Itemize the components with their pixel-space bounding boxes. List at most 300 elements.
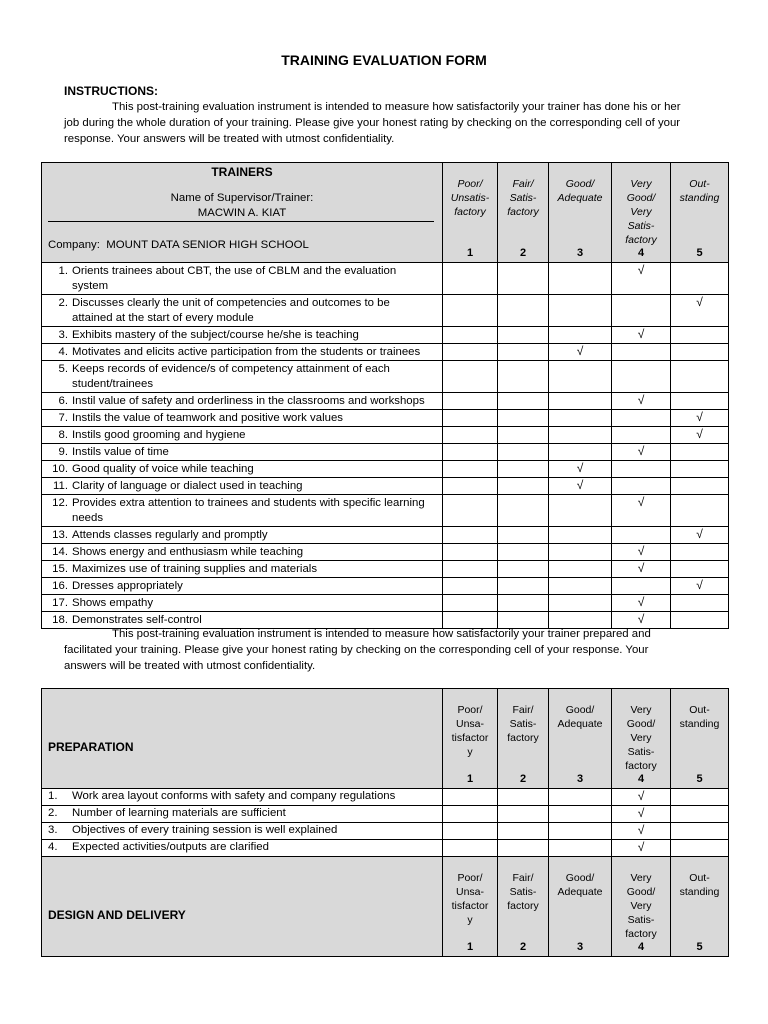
rating-header-3 <box>549 857 612 957</box>
criterion-number: 4. <box>58 346 68 358</box>
rating-header-line: factory <box>507 900 539 912</box>
rating-cell-5[interactable] <box>671 806 729 823</box>
rating-cell-4[interactable] <box>612 263 671 295</box>
rating-header-2 <box>498 857 549 957</box>
criterion-text <box>72 362 442 392</box>
criterion <box>42 461 442 477</box>
rating-header-line: Out- <box>689 704 710 716</box>
rating-cell-4[interactable] <box>612 393 671 410</box>
rating-cell-3[interactable] <box>549 578 612 595</box>
criterion-cell <box>42 578 443 595</box>
criterion-number: 18. <box>52 614 68 626</box>
rating-cell-1[interactable] <box>443 478 498 495</box>
rating-header-label <box>549 689 611 731</box>
criterion-number: 1. <box>48 790 58 802</box>
rating-header-line: Very <box>630 178 652 190</box>
rating-cell-4[interactable] <box>612 527 671 544</box>
rating-cell-4[interactable] <box>612 578 671 595</box>
rating-header-2 <box>498 689 549 789</box>
rating-cell-5[interactable] <box>671 595 729 612</box>
trainers-header-cell <box>42 163 443 263</box>
check-mark-icon: √ <box>637 806 645 820</box>
trainers-header-row <box>42 163 729 263</box>
instructions-label: INSTRUCTIONS: <box>64 84 158 98</box>
rating-header-line: factory <box>454 206 486 218</box>
rating-cell-1[interactable] <box>443 295 498 327</box>
criterion-cell <box>42 806 443 823</box>
paragraph-line: This post-training evaluation instrument is intended to measure how satisfactorily your trainer prepared and <box>112 628 651 640</box>
criterion-cell <box>42 561 443 578</box>
rating-number: 4 <box>637 941 645 953</box>
criterion-text: Objectives of every training session is well explained <box>72 824 338 836</box>
rating-header-line: Very <box>630 206 652 218</box>
rating-cell-1[interactable] <box>443 427 498 444</box>
criterion <box>42 427 442 443</box>
preparation-row <box>42 789 729 806</box>
check-mark-icon: √ <box>637 263 645 277</box>
rating-cell-4[interactable] <box>612 789 671 806</box>
evaluation-row <box>42 561 729 578</box>
criterion-cell <box>42 344 443 361</box>
rating-number: 5 <box>696 941 703 953</box>
rating-header-line: factory <box>625 234 657 246</box>
criterion-text <box>72 562 442 577</box>
rating-header-line: Good/ <box>565 872 595 884</box>
rating-cell-1[interactable] <box>443 461 498 478</box>
rating-header-4 <box>612 857 671 957</box>
criterion-cell <box>42 361 443 393</box>
preparation-row <box>42 823 729 840</box>
rating-cell-3[interactable] <box>549 393 612 410</box>
rating-cell-1[interactable] <box>443 263 498 295</box>
rating-header-line: Adequate <box>557 886 603 898</box>
rating-header-line: Fair/ <box>512 178 534 190</box>
rating-header-line: Good/ <box>565 178 595 190</box>
rating-header-5 <box>671 857 729 957</box>
rating-cell-1[interactable] <box>443 495 498 527</box>
rating-cell-5[interactable] <box>671 410 729 427</box>
rating-cell-4[interactable] <box>612 344 671 361</box>
rating-cell-1[interactable] <box>443 327 498 344</box>
rating-cell-1[interactable] <box>443 789 498 806</box>
check-mark-icon: √ <box>637 444 645 458</box>
rating-cell-2[interactable] <box>498 823 549 840</box>
criterion <box>42 595 442 611</box>
criterion-number: 14. <box>52 546 68 558</box>
check-mark-icon: √ <box>637 327 645 341</box>
paragraph-line: response. Your answers will be treated with utmost confidentiality. <box>64 133 395 145</box>
rating-cell-1[interactable] <box>443 840 498 857</box>
criterion-cell <box>42 840 443 857</box>
rating-header-1 <box>443 163 498 263</box>
criterion-cell <box>42 789 443 806</box>
rating-cell-2[interactable] <box>498 840 549 857</box>
rating-cell-5[interactable] <box>671 578 729 595</box>
rating-cell-3[interactable] <box>549 461 612 478</box>
rating-cell-4[interactable] <box>612 544 671 561</box>
rating-header-line: Poor/ <box>457 178 483 190</box>
check-mark-icon: √ <box>696 578 703 592</box>
rating-header-line: Satis- <box>509 192 537 204</box>
paragraph-line: job during the whole duration of your training. Please give your honest rating by checking on the corresponding cell of your <box>64 117 681 129</box>
rating-header-line: standing <box>679 886 720 898</box>
rating-cell-4[interactable] <box>612 561 671 578</box>
evaluation-row <box>42 295 729 327</box>
rating-cell-2[interactable] <box>498 561 549 578</box>
rating-cell-3[interactable] <box>549 427 612 444</box>
rating-cell-2[interactable] <box>498 527 549 544</box>
rating-header-1 <box>443 689 498 789</box>
criterion-cell <box>42 410 443 427</box>
rating-cell-2[interactable] <box>498 595 549 612</box>
criterion <box>42 527 442 543</box>
criterion-text <box>72 596 442 611</box>
criterion-number: 2. <box>58 297 68 309</box>
rating-number: 3 <box>576 247 584 259</box>
rating-cell-3[interactable] <box>549 495 612 527</box>
criterion <box>42 495 442 526</box>
rating-cell-5[interactable] <box>671 840 729 857</box>
rating-header-3 <box>549 163 612 263</box>
rating-header-line: Satis- <box>627 914 655 926</box>
rating-header-line: Out- <box>689 178 710 190</box>
criterion-line: Dresses appropriately <box>72 580 183 592</box>
criterion-text <box>72 394 442 409</box>
rating-header-line: Fair/ <box>512 704 534 716</box>
check-mark-icon: √ <box>576 461 584 475</box>
criterion <box>42 344 442 360</box>
criterion-text <box>72 345 442 360</box>
rating-number: 3 <box>576 773 584 785</box>
criterion-line: Attends classes regularly and promptly <box>72 529 268 541</box>
rating-cell-1[interactable] <box>443 393 498 410</box>
check-mark-icon: √ <box>637 393 645 407</box>
criterion-line: student/trainees <box>72 378 154 390</box>
rating-cell-5[interactable] <box>671 393 729 410</box>
rating-cell-2[interactable] <box>498 444 549 461</box>
criterion-cell <box>42 444 443 461</box>
check-mark-icon: √ <box>696 410 703 424</box>
rating-number: 1 <box>466 773 474 785</box>
criterion-text: Number of learning materials are sufficient <box>72 807 286 819</box>
criterion-cell <box>42 495 443 527</box>
criterion-text <box>72 496 442 526</box>
check-mark-icon: √ <box>696 295 703 309</box>
criterion-line: Maximizes use of training supplies and materials <box>72 563 318 575</box>
rating-cell-2[interactable] <box>498 427 549 444</box>
evaluation-row <box>42 578 729 595</box>
rating-header-label <box>498 689 548 745</box>
rating-cell-1[interactable] <box>443 527 498 544</box>
rating-cell-3[interactable] <box>549 840 612 857</box>
criterion <box>42 806 442 821</box>
rating-cell-2[interactable] <box>498 295 549 327</box>
rating-cell-5[interactable] <box>671 327 729 344</box>
rating-cell-3[interactable] <box>549 527 612 544</box>
criterion-number: 4. <box>48 841 58 853</box>
rating-cell-3[interactable] <box>549 327 612 344</box>
criterion-text <box>72 545 442 560</box>
criterion-number: 2. <box>48 807 58 819</box>
rating-cell-2[interactable] <box>498 461 549 478</box>
evaluation-row <box>42 263 729 295</box>
company-name: MOUNT DATA SENIOR HIGH SCHOOL <box>106 239 309 251</box>
rating-header-4 <box>612 163 671 263</box>
evaluation-row <box>42 393 729 410</box>
rating-cell-4[interactable] <box>612 295 671 327</box>
rating-header-line: Poor/ <box>457 872 483 884</box>
rating-cell-2[interactable] <box>498 410 549 427</box>
criterion-cell <box>42 327 443 344</box>
criterion <box>42 327 442 343</box>
rating-header-line: y <box>467 746 473 758</box>
criterion-text <box>72 528 442 543</box>
company-line <box>48 239 309 251</box>
rating-header-line: Out- <box>689 872 710 884</box>
paragraph-line: facilitated your training. Please give your honest rating by checking on the corresponding cell of your response. Your <box>64 644 649 656</box>
rating-number: 5 <box>696 773 703 785</box>
rating-header-line: Unsa- <box>455 718 484 730</box>
rating-cell-4[interactable] <box>612 444 671 461</box>
rating-header-line: factory <box>507 206 539 218</box>
rating-header-line: Satis- <box>509 886 537 898</box>
criterion <box>42 561 442 577</box>
rating-number: 1 <box>466 941 474 953</box>
criterion-text <box>72 428 442 443</box>
criterion-number: 13. <box>52 529 68 541</box>
rating-cell-3[interactable] <box>549 561 612 578</box>
rating-number: 4 <box>637 247 645 259</box>
rating-cell-1[interactable] <box>443 561 498 578</box>
rating-cell-4[interactable] <box>612 495 671 527</box>
criterion-line: Keeps records of evidence/s of competency attainment of each <box>72 363 390 375</box>
preparation-header-row <box>42 689 729 789</box>
criterion <box>42 578 442 594</box>
rating-header-label <box>498 857 548 913</box>
rating-cell-4[interactable] <box>612 806 671 823</box>
criterion-number: 10. <box>52 463 68 475</box>
form-title: TRAINING EVALUATION FORM <box>281 52 487 68</box>
rating-cell-3[interactable] <box>549 295 612 327</box>
rating-cell-2[interactable] <box>498 478 549 495</box>
rating-cell-2[interactable] <box>498 544 549 561</box>
rating-cell-5[interactable] <box>671 461 729 478</box>
rating-header-line: Good/ <box>626 718 656 730</box>
rating-cell-5[interactable] <box>671 263 729 295</box>
design-title: DESIGN AND DELIVERY <box>42 857 443 957</box>
rating-cell-2[interactable] <box>498 495 549 527</box>
rating-cell-2[interactable] <box>498 393 549 410</box>
preparation-design-table <box>41 688 729 957</box>
criterion-number: 3. <box>48 824 58 836</box>
rating-cell-4[interactable] <box>612 461 671 478</box>
criterion-line: Orients trainees about CBT, the use of CBLM and the evaluation <box>72 265 397 277</box>
criterion-text <box>72 411 442 426</box>
rating-cell-1[interactable] <box>443 544 498 561</box>
rating-cell-1[interactable] <box>443 806 498 823</box>
rating-cell-3[interactable] <box>549 344 612 361</box>
rating-header-line: Good/ <box>626 886 656 898</box>
rating-number: 2 <box>519 247 527 259</box>
rating-header-label <box>443 163 497 219</box>
rating-cell-4[interactable] <box>612 840 671 857</box>
evaluation-row <box>42 361 729 393</box>
rating-header-4 <box>612 689 671 789</box>
rating-cell-5[interactable] <box>671 427 729 444</box>
rating-cell-2[interactable] <box>498 806 549 823</box>
rating-cell-1[interactable] <box>443 444 498 461</box>
criterion-text <box>72 296 442 326</box>
criterion-line: system <box>72 280 109 292</box>
rating-cell-5[interactable] <box>671 544 729 561</box>
rating-cell-1[interactable] <box>443 578 498 595</box>
rating-header-line: Adequate <box>557 718 603 730</box>
rating-cell-5[interactable] <box>671 478 729 495</box>
rating-header-label <box>612 163 670 247</box>
criterion-line: Exhibits mastery of the subject/course he/she is teaching <box>72 329 359 341</box>
rating-cell-1[interactable] <box>443 344 498 361</box>
criterion <box>42 263 442 294</box>
criterion <box>42 393 442 409</box>
criterion-number: 12. <box>52 497 68 509</box>
rating-cell-4[interactable] <box>612 595 671 612</box>
rating-cell-3[interactable] <box>549 789 612 806</box>
rating-cell-2[interactable] <box>498 344 549 361</box>
criterion-line: attained at the start of every module <box>72 312 254 324</box>
criterion <box>42 823 442 838</box>
rating-header-label <box>612 857 670 941</box>
criterion-number: 1. <box>58 265 68 277</box>
rating-number: 2 <box>519 941 527 953</box>
rating-header-line: Adequate <box>557 192 603 204</box>
criterion-text <box>72 445 442 460</box>
rating-cell-5[interactable] <box>671 789 729 806</box>
criterion-line: Shows empathy <box>72 597 154 609</box>
rating-header-5 <box>671 163 729 263</box>
rating-cell-4[interactable] <box>612 327 671 344</box>
rating-number: 2 <box>519 773 527 785</box>
rating-header-1 <box>443 857 498 957</box>
check-mark-icon: √ <box>637 561 645 575</box>
divider-line <box>48 221 434 222</box>
rating-header-line: Good/ <box>626 192 656 204</box>
rating-cell-5[interactable] <box>671 361 729 393</box>
rating-cell-3[interactable] <box>549 410 612 427</box>
criterion-number: 6. <box>58 395 68 407</box>
criterion-cell <box>42 263 443 295</box>
design-header-row <box>42 857 729 957</box>
check-mark-icon: √ <box>696 427 703 441</box>
rating-cell-5[interactable] <box>671 823 729 840</box>
rating-cell-2[interactable] <box>498 361 549 393</box>
rating-number: 5 <box>696 247 703 259</box>
rating-cell-4[interactable] <box>612 427 671 444</box>
rating-cell-2[interactable] <box>498 263 549 295</box>
rating-header-line: standing <box>679 718 720 730</box>
rating-cell-5[interactable] <box>671 527 729 544</box>
criterion-line: Demonstrates self-control <box>72 614 202 626</box>
rating-header-line: tisfactor <box>451 900 489 912</box>
rating-cell-2[interactable] <box>498 789 549 806</box>
evaluation-row <box>42 595 729 612</box>
rating-header-line: Very <box>630 732 652 744</box>
rating-cell-5[interactable] <box>671 344 729 361</box>
rating-header-line: standing <box>679 192 720 204</box>
rating-cell-3[interactable] <box>549 444 612 461</box>
criterion-number: 3. <box>58 329 68 341</box>
rating-header-label <box>671 689 728 731</box>
rating-cell-3[interactable] <box>549 263 612 295</box>
criterion <box>42 444 442 460</box>
criterion-cell <box>42 527 443 544</box>
rating-cell-1[interactable] <box>443 595 498 612</box>
rating-cell-5[interactable] <box>671 495 729 527</box>
check-mark-icon: √ <box>637 612 645 626</box>
rating-cell-4[interactable] <box>612 823 671 840</box>
rating-cell-2[interactable] <box>498 327 549 344</box>
rating-cell-5[interactable] <box>671 295 729 327</box>
rating-cell-2[interactable] <box>498 578 549 595</box>
criterion-line: Clarity of language or dialect used in teaching <box>72 480 303 492</box>
rating-header-line: Unsatis- <box>450 192 490 204</box>
rating-header-line: Unsa- <box>455 886 484 898</box>
rating-header-label <box>671 857 728 899</box>
rating-cell-1[interactable] <box>443 823 498 840</box>
criterion <box>42 478 442 494</box>
rating-cell-1[interactable] <box>443 361 498 393</box>
rating-header-line: Good/ <box>565 704 595 716</box>
check-mark-icon: √ <box>637 544 645 558</box>
rating-cell-4[interactable] <box>612 410 671 427</box>
preparation-row <box>42 806 729 823</box>
rating-cell-3[interactable] <box>549 361 612 393</box>
rating-cell-1[interactable] <box>443 410 498 427</box>
rating-cell-3[interactable] <box>549 823 612 840</box>
criterion <box>42 295 442 326</box>
criterion-line: Instils the value of teamwork and positive work values <box>72 412 343 424</box>
criterion <box>42 840 442 855</box>
rating-header-label <box>498 163 548 219</box>
criterion-line: Instils value of time <box>72 446 169 458</box>
criterion-cell <box>42 393 443 410</box>
supervisor-block <box>42 191 442 221</box>
rating-cell-4[interactable] <box>612 361 671 393</box>
rating-header-label <box>443 857 497 927</box>
rating-cell-5[interactable] <box>671 444 729 461</box>
rating-header-line: Satis- <box>627 220 655 232</box>
rating-header-line: factory <box>625 928 657 940</box>
rating-header-label <box>443 689 497 759</box>
criterion-line: Instil value of safety and orderliness in the classrooms and workshops <box>72 395 425 407</box>
rating-cell-5[interactable] <box>671 561 729 578</box>
criterion <box>42 789 442 804</box>
rating-number: 4 <box>637 773 645 785</box>
rating-header-label <box>549 857 611 899</box>
criterion-line: Provides extra attention to trainees and students with specific learning <box>72 497 425 509</box>
company-label: Company: <box>48 239 100 251</box>
rating-cell-3[interactable] <box>549 544 612 561</box>
rating-cell-3[interactable] <box>549 478 612 495</box>
rating-cell-3[interactable] <box>549 595 612 612</box>
rating-cell-3[interactable] <box>549 806 612 823</box>
criterion-line: Discusses clearly the unit of competencies and outcomes to be <box>72 297 390 309</box>
paragraph-line: This post-training evaluation instrument is intended to measure how satisfactorily your trainer has done his or her <box>112 101 681 113</box>
criterion-cell <box>42 461 443 478</box>
rating-cell-4[interactable] <box>612 478 671 495</box>
criterion-text: Expected activities/outputs are clarified <box>72 841 269 853</box>
check-mark-icon: √ <box>637 823 645 837</box>
rating-header-line: Very <box>630 872 652 884</box>
